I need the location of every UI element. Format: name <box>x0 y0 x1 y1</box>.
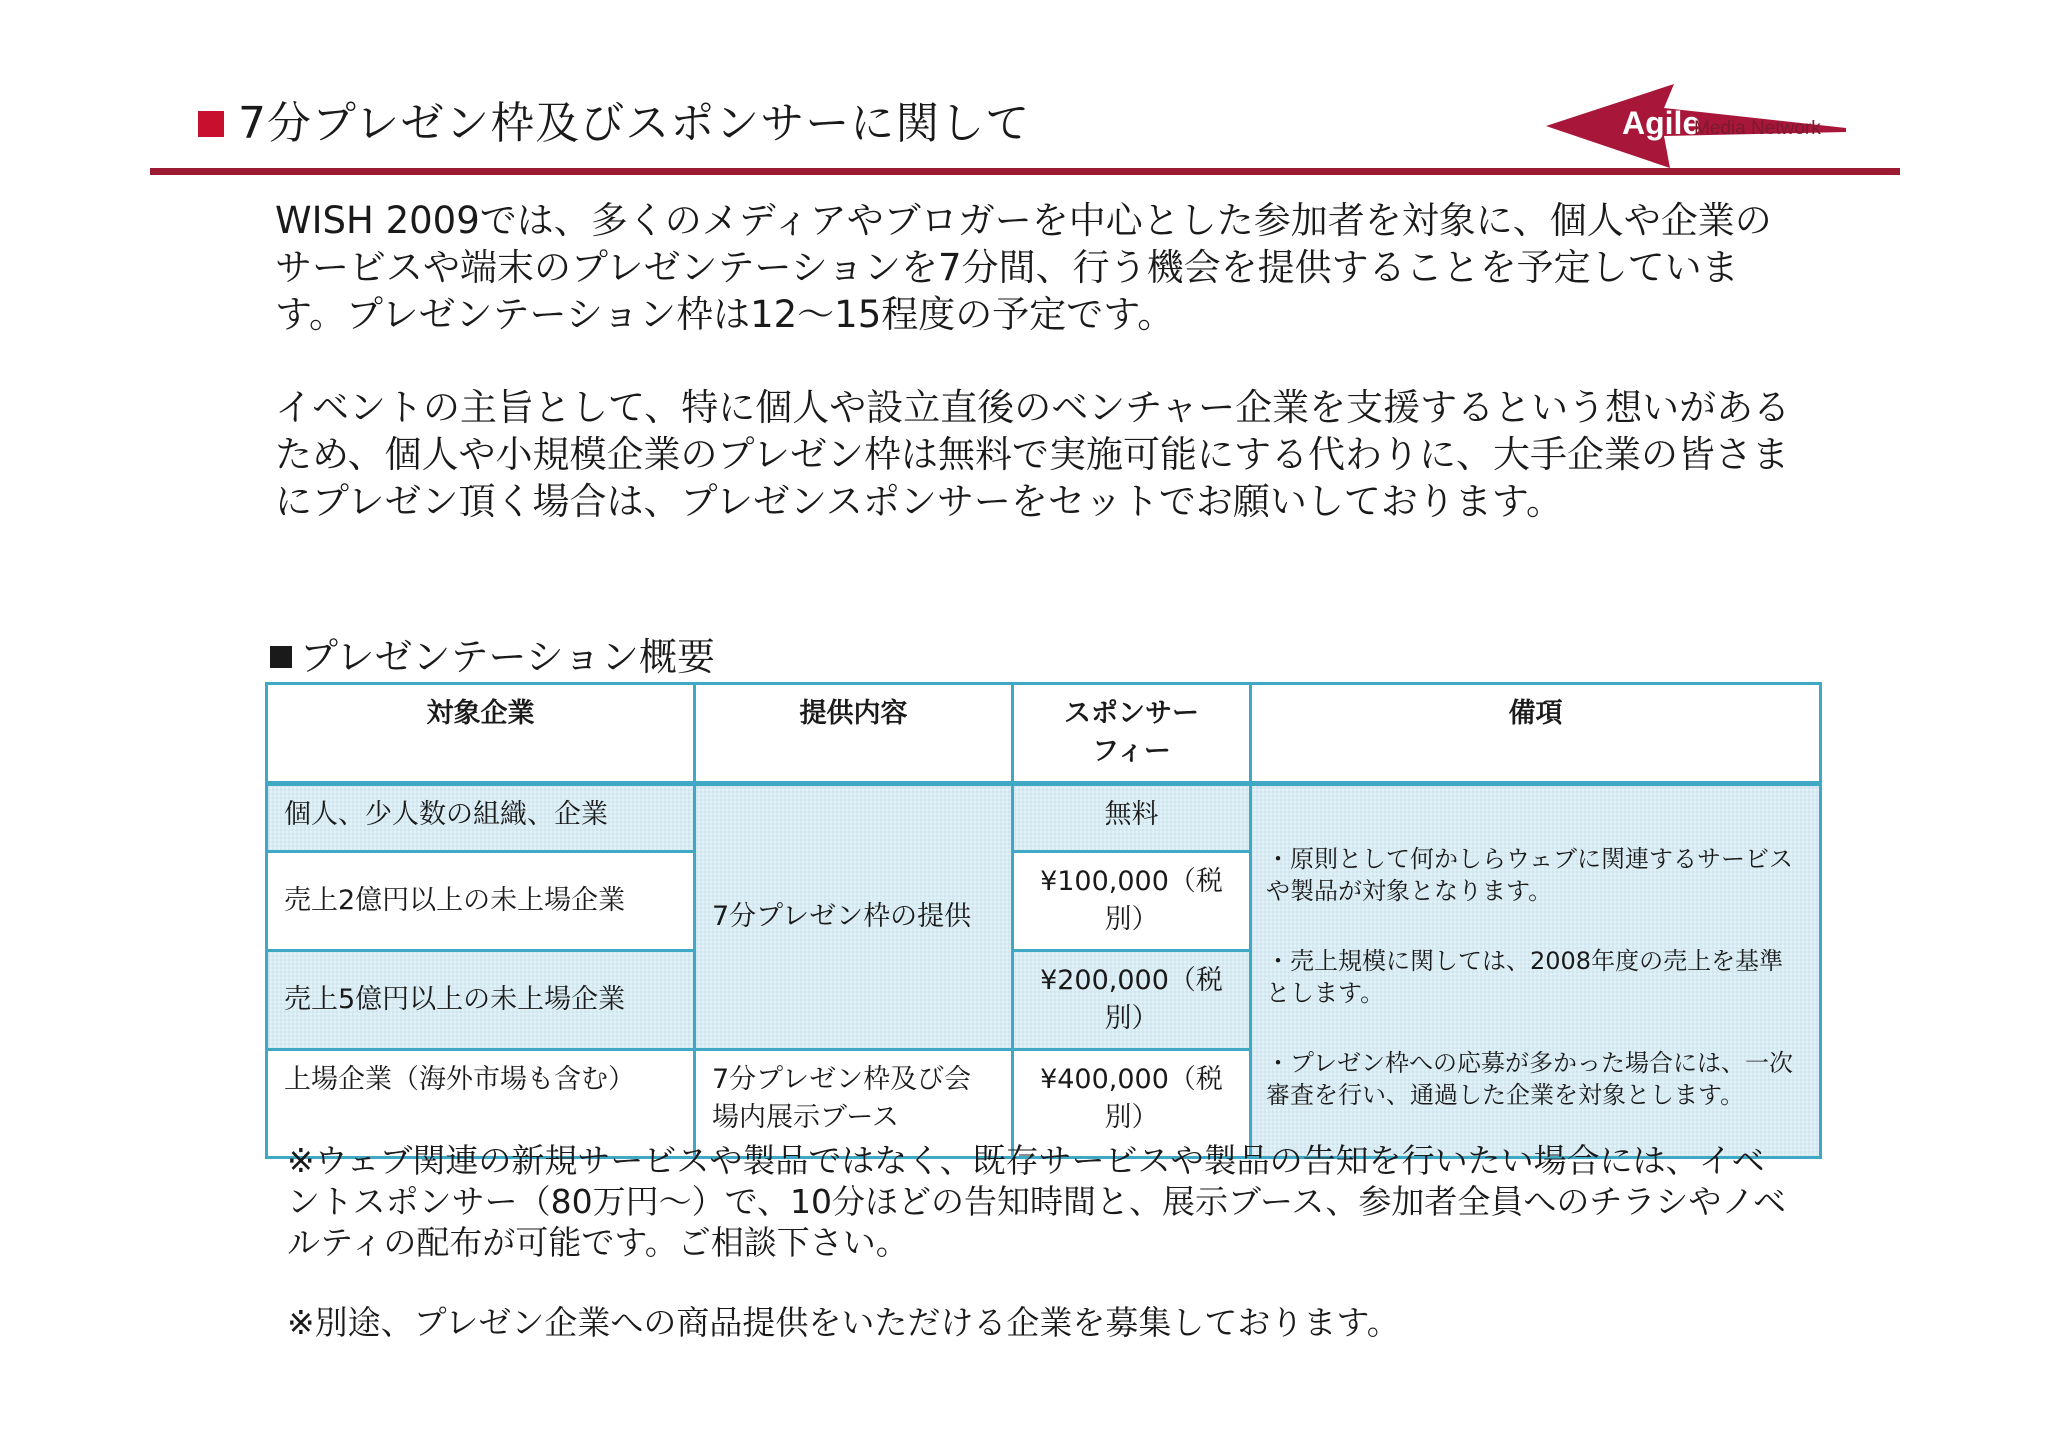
overview-heading-row <box>270 632 715 682</box>
presentation-overview-table <box>265 682 1822 1159</box>
table-header-row <box>267 684 1821 784</box>
logo-suffix-text: Media Network <box>1694 118 1821 139</box>
title-marker-square <box>198 111 224 137</box>
row-target-cell: 売上2億円以上の未上場企業 <box>267 852 695 951</box>
intro-paragraph-2: イベントの主旨として、特に個人や設立直後のベンチャー企業を支援するという想いがあるため、個人や小規模企業のプレゼン枠は無料で実施可能にする代わりに、大手企業の皆さまにプレゼン頂く場合は、プレゼンスポンサーをセットでお願いしております。 <box>275 386 1791 523</box>
agile-media-network-logo <box>1546 84 1866 174</box>
row-fee-cell: ¥200,000（税別） <box>1013 951 1251 1050</box>
header-offering: 提供内容 <box>695 684 1013 784</box>
row-target-cell: 売上5億円以上の未上場企業 <box>267 951 695 1050</box>
header-fee <box>1013 684 1251 784</box>
slide-title-row <box>198 96 1030 152</box>
header-fee-label: スポンサーフィー <box>1064 698 1199 767</box>
overview-heading: プレゼンテーション概要 <box>300 635 715 679</box>
heading-marker-square <box>270 646 292 668</box>
remark-note: ・売上規模に関しては、2008年度の売上を基準とします。 <box>1266 947 1784 1007</box>
slide-title: 7分プレゼン枠及びスポンサーに関して <box>238 98 1031 149</box>
footnote-event-sponsor: ※ウェブ関連の新規サービスや製品ではなく、既存サービスや製品の告知を行いたい場合には、イベントスポンサー（80万円～）で、10分ほどの告知時間と、展示ブース、参加者全員へのチラシやノベルティの配布が可能です。ご相談下さい。 <box>287 1141 1787 1262</box>
row-fee-cell: 無料 <box>1013 784 1251 852</box>
intro-paragraph-1: WISH 2009では、多くのメディアやブロガーを中心とした参加者を対象に、個人や企業のサービスや端末のプレゼンテーションを7分間、行う機会を提供することを予定しています。プレゼンテーション枠は12～15程度の予定です。 <box>275 199 1772 336</box>
table-row <box>267 784 1821 852</box>
remark-note: ・原則として何かしらウェブに関連するサービスや製品が対象となります。 <box>1266 845 1794 905</box>
remarks-notes-cell <box>1251 784 1821 1158</box>
offering-listed-cell: 7分プレゼン枠及び会場内展示ブース <box>695 1050 1013 1158</box>
row-fee-cell: ¥400,000（税別） <box>1013 1050 1251 1158</box>
row-target-cell: 個人、少人数の組織、企業 <box>267 784 695 852</box>
offering-shared-cell: 7分プレゼン枠の提供 <box>695 784 1013 1050</box>
remark-note: ・プレゼン枠への応募が多かった場合には、一次審査を行い、通過した企業を対象とします。 <box>1266 1049 1794 1109</box>
row-target-cell: 上場企業（海外市場も含む） <box>267 1050 695 1158</box>
row-fee-cell: ¥100,000（税別） <box>1013 852 1251 951</box>
footnote-product-offer: ※別途、プレゼン企業への商品提供をいただける企業を募集しております。 <box>287 1303 1400 1342</box>
title-underline-rule <box>150 168 1900 175</box>
logo-brand-text: Agile <box>1622 105 1701 141</box>
header-target: 対象企業 <box>267 684 695 784</box>
header-remarks: 備項 <box>1251 684 1821 784</box>
